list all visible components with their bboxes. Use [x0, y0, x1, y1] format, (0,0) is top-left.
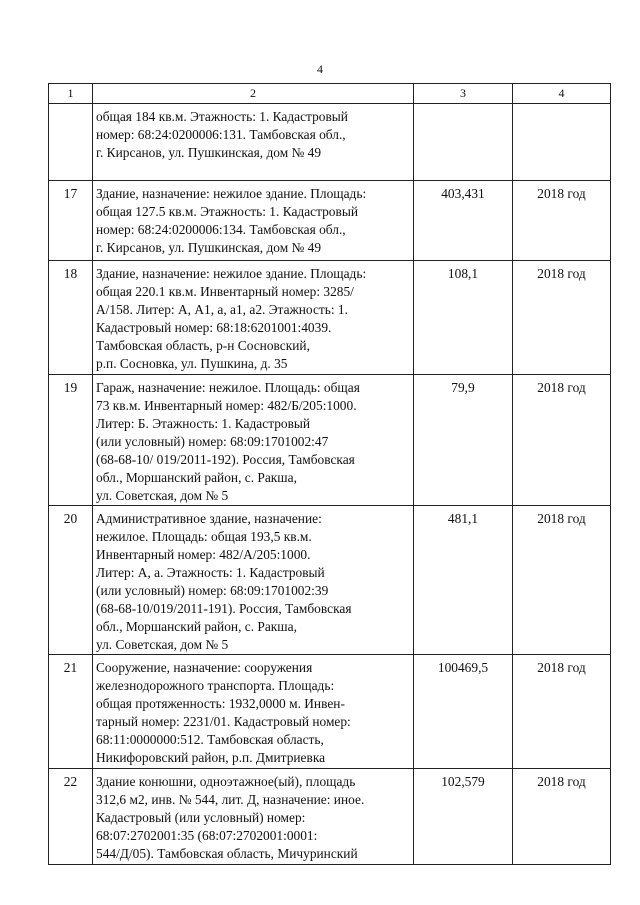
row-year — [513, 104, 611, 181]
property-table — [48, 83, 611, 865]
table-row — [49, 655, 611, 769]
description-line: нежилое. Площадь: общая 193,5 кв.м. — [96, 529, 312, 544]
table-row — [49, 769, 611, 865]
description-line: Здание, назначение: нежилое здание. Площадь: — [96, 186, 367, 201]
description-line: обл., Моршанский район, с. Ракша, — [96, 619, 297, 634]
header-cell: 4 — [513, 84, 611, 104]
description-line: 312,6 м2, инв. № 544, лит. Д, назначение: иное. — [96, 792, 365, 807]
row-number: 20 — [49, 506, 93, 655]
row-value: 403,431 — [414, 181, 513, 261]
description-line: общая протяженность: 1932,0000 м. Инвен- — [96, 696, 345, 711]
table-row — [49, 104, 611, 181]
description-line: обл., Моршанский район, с. Ракша, — [96, 470, 297, 485]
row-number: 18 — [49, 261, 93, 375]
description-line: (68-68-10/ 019/2011-192). Россия, Тамбовская — [96, 452, 355, 467]
description-line: (или условный) номер: 68:09:1701002:47 — [96, 434, 329, 449]
row-description — [93, 506, 414, 655]
table-header-row — [49, 84, 611, 104]
row-value: 481,1 — [414, 506, 513, 655]
description-line: Кадастровый (или условный) номер: — [96, 810, 306, 825]
header-cell: 1 — [49, 84, 93, 104]
description-line: (68-68-10/019/2011-191). Россия, Тамбовская — [96, 601, 352, 616]
header-cell: 2 — [93, 84, 414, 104]
page-number: 4 — [317, 62, 323, 76]
description-line: общая 127.5 кв.м. Этажность: 1. Кадастровый — [96, 204, 358, 219]
row-number: 22 — [49, 769, 93, 865]
description-line: общая 220.1 кв.м. Инвентарный номер: 3285/ — [96, 284, 354, 299]
description-line: номер: 68:24:0200006:134. Тамбовская обл., — [96, 222, 346, 237]
description-line: Здание, назначение: нежилое здание. Площадь: — [96, 266, 367, 281]
description-line: Инвентарный номер: 482/А/205:1000. — [96, 547, 311, 562]
row-year: 2018 год — [513, 181, 611, 261]
description-line: г. Кирсанов, ул. Пушкинская, дом № 49 — [96, 240, 322, 255]
row-year: 2018 год — [513, 655, 611, 769]
description-line: Здание конюшни, одноэтажное(ый), площадь — [96, 774, 356, 789]
description-line: ул. Советская, дом № 5 — [96, 488, 229, 503]
row-year: 2018 год — [513, 375, 611, 506]
row-description — [93, 655, 414, 769]
description-line: Литер: Б. Этажность: 1. Кадастровый — [96, 416, 311, 431]
description-line: железнодорожного транспорта. Площадь: — [96, 678, 335, 693]
table-row — [49, 506, 611, 655]
row-description — [93, 769, 414, 865]
row-number — [49, 104, 93, 181]
description-line: 68:11:0000000:512. Тамбовская область, — [96, 732, 324, 747]
description-line: (или условный) номер: 68:09:1701002:39 — [96, 583, 329, 598]
table-row — [49, 181, 611, 261]
row-year: 2018 год — [513, 261, 611, 375]
header-cell: 3 — [414, 84, 513, 104]
row-number: 17 — [49, 181, 93, 261]
description-line: 73 кв.м. Инвентарный номер: 482/Б/205:1000. — [96, 398, 357, 413]
description-line: Административное здание, назначение: — [96, 511, 322, 526]
row-year: 2018 год — [513, 506, 611, 655]
description-line: Кадастровый номер: 68:18:6201001:4039. — [96, 320, 332, 335]
description-line: Никифоровский район, р.п. Дмитриевка — [96, 750, 326, 765]
row-value: 100469,5 — [414, 655, 513, 769]
row-description — [93, 104, 414, 181]
description-line: общая 184 кв.м. Этажность: 1. Кадастровый — [96, 109, 348, 124]
row-value: 102,579 — [414, 769, 513, 865]
row-number: 21 — [49, 655, 93, 769]
description-line: Сооружение, назначение: сооружения — [96, 660, 313, 675]
description-line: 68:07:2702001:35 (68:07:2702001:0001: — [96, 828, 318, 843]
description-line: г. Кирсанов, ул. Пушкинская, дом № 49 — [96, 145, 322, 160]
description-line: Тамбовская область, р-н Сосновский, — [96, 338, 310, 353]
row-description — [93, 375, 414, 506]
description-line: А/158. Литер: А, А1, а, а1, а2. Этажность: 1. — [96, 302, 348, 317]
row-number: 19 — [49, 375, 93, 506]
row-description — [93, 181, 414, 261]
description-line: 544/Д/05). Тамбовская область, Мичуринский — [96, 846, 358, 861]
row-value — [414, 104, 513, 181]
row-description — [93, 261, 414, 375]
description-line: ул. Советская, дом № 5 — [96, 637, 229, 652]
description-line: тарный номер: 2231/01. Кадастровый номер: — [96, 714, 351, 729]
description-line: номер: 68:24:0200006:131. Тамбовская обл., — [96, 127, 346, 142]
table-row — [49, 375, 611, 506]
description-line: р.п. Сосновка, ул. Пушкина, д. 35 — [96, 356, 288, 371]
row-value: 108,1 — [414, 261, 513, 375]
row-year: 2018 год — [513, 769, 611, 865]
row-value: 79,9 — [414, 375, 513, 506]
description-line: Гараж, назначение: нежилое. Площадь: общая — [96, 380, 360, 395]
description-line: Литер: А, а. Этажность: 1. Кадастровый — [96, 565, 325, 580]
table-row — [49, 261, 611, 375]
